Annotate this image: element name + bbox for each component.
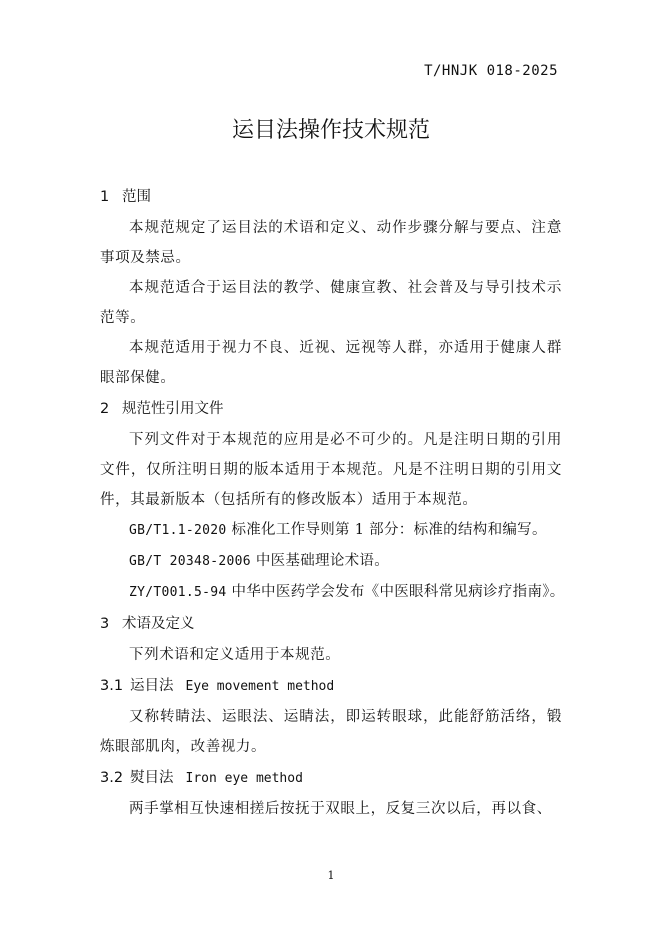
paragraph: 又称转睛法、运眼法、运睛法，即运转眼球，此能舒筋活络，锻炼眼部肌肉，改善视力。 [100, 709, 562, 755]
term-number: 3.1 [100, 678, 124, 694]
document-body [100, 185, 565, 824]
reference-text: 中华中医药学会发布《中医眼科常见病诊疗指南》。 [226, 584, 565, 600]
term-name: 运目法 [130, 678, 174, 694]
term-name: 熨目法 [130, 770, 174, 786]
term-heading-eye-movement [100, 674, 562, 698]
reference-code: GB/T1.1-2020 [129, 523, 227, 538]
reference-code: ZY/T001.5-94 [129, 585, 227, 600]
paragraph: 下列文件对于本规范的应用是必不可少的。凡是注明日期的引用文件，仅所注明日期的版本适用于本规范。凡是不注明日期的引用文件，其最新版本（包括所有的修改版本）适用于本规范。 [100, 432, 562, 508]
section-title: 术语及定义 [122, 616, 195, 632]
reference-code: GB/T 20348-2006 [129, 554, 251, 569]
section-heading-terms [100, 612, 562, 636]
paragraph: 本规范规定了运目法的术语和定义、动作步骤分解与要点、注意事项及禁忌。 [100, 220, 562, 266]
page-number: 1 [327, 869, 335, 882]
paragraph: 两手掌相互快速相搓后按抚于双眼上，反复三次以后，再以食、 [129, 801, 552, 817]
page-title: 运目法操作技术规范 [231, 118, 430, 143]
paragraph: 本规范适用于视力不良、近视、远视等人群，亦适用于健康人群眼部保健。 [100, 340, 562, 386]
reference-text: 中医基础理论术语。 [250, 553, 390, 569]
reference-item [100, 515, 562, 546]
section-number: 2 [100, 401, 110, 417]
section-number: 1 [100, 189, 110, 205]
term-heading-iron-eye [100, 766, 562, 790]
section-number: 3 [100, 616, 110, 632]
section-heading-scope [100, 185, 562, 209]
paragraph: 下列术语和定义适用于本规范。 [129, 647, 341, 663]
term-english: Eye movement method [185, 679, 335, 694]
standard-code: T/HNJK 018-2025 [424, 63, 558, 79]
term-number: 3.2 [100, 770, 124, 786]
section-title: 范围 [122, 189, 151, 205]
reference-item [100, 577, 565, 608]
paragraph: 本规范适合于运目法的教学、健康宣教、社会普及与导引技术示范等。 [100, 280, 562, 326]
section-heading-normative-references [100, 397, 562, 421]
term-english: Iron eye method [185, 771, 303, 786]
reference-item [100, 546, 562, 577]
section-title: 规范性引用文件 [122, 401, 224, 417]
reference-text: 标准化工作导则第 1 部分：标准的结构和编写。 [226, 522, 547, 538]
